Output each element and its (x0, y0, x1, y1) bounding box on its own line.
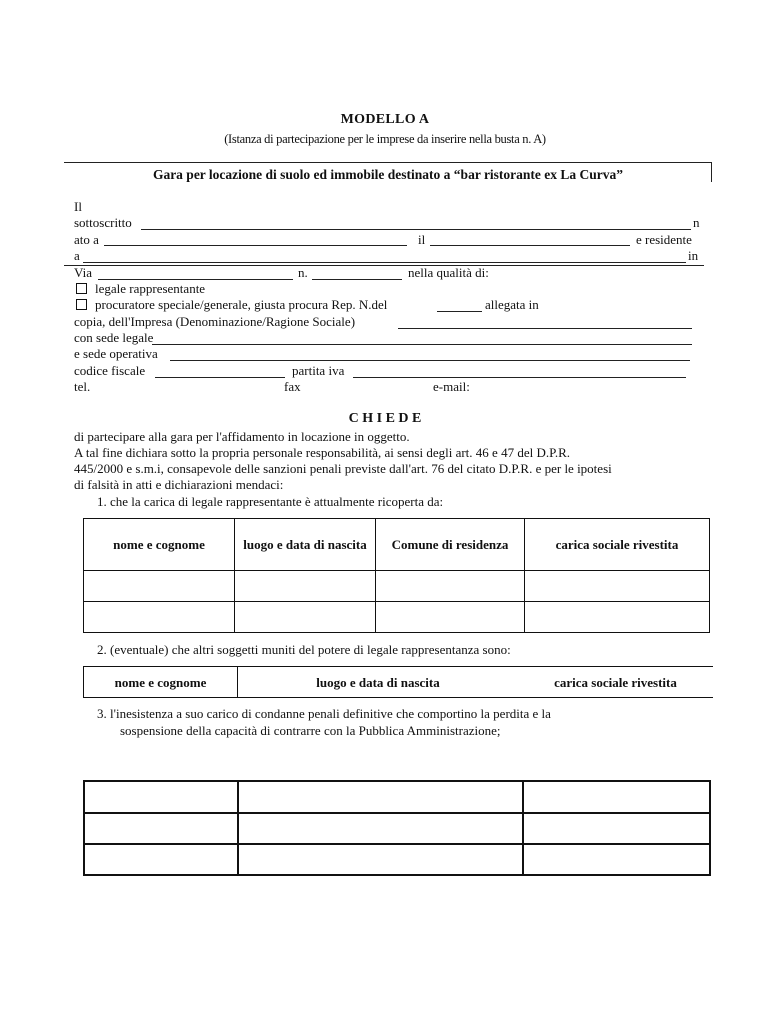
procura-data-field[interactable] (437, 311, 482, 312)
data-nascita-field[interactable] (430, 245, 630, 246)
label-n-civico: n. (298, 265, 308, 280)
residenza-field[interactable] (83, 262, 686, 263)
table-empty (83, 780, 711, 876)
table-cell[interactable] (525, 602, 710, 633)
table-cell[interactable] (523, 844, 710, 875)
paragraph: 445/2000 e s.m.i, consapevole delle sanzioni penali previste dall'art. 76 del citato D.P.R. e per le ipotesi (74, 461, 612, 476)
list-item-2: 2. (eventuale) che altri soggetti muniti del potere di legale rappresentanza sono: (97, 642, 511, 657)
label-in: in (688, 248, 699, 263)
label-il: Il (74, 199, 82, 214)
table-row (84, 844, 710, 875)
label-sede-legale: con sede legale (74, 330, 154, 345)
table-cell[interactable] (523, 781, 710, 813)
label-ato-a: ato a (74, 232, 99, 247)
label-fax: fax (284, 379, 301, 394)
table-cell[interactable] (84, 602, 235, 633)
label-allegata: allegata in (485, 297, 539, 312)
table-cell[interactable] (376, 571, 525, 602)
table-row (84, 813, 710, 844)
chiede-heading: C H I E D E (348, 411, 422, 426)
gara-title: Gara per locazione di suolo ed immobile destinato a “bar ristorante ex La Curva” (152, 167, 624, 182)
divider (64, 162, 712, 163)
divider (64, 265, 704, 266)
partita-iva-field[interactable] (353, 377, 686, 378)
table-cell[interactable] (235, 602, 376, 633)
header-nome-cognome: nome e cognome (84, 519, 235, 571)
header-comune: Comune di residenza (376, 519, 525, 571)
sottoscritto-field[interactable] (141, 229, 691, 230)
option-label: procuratore speciale/generale, giusta procura Rep. N.del (95, 297, 388, 312)
codice-fiscale-field[interactable] (155, 377, 285, 378)
table-cell[interactable] (84, 571, 235, 602)
checkbox-icon[interactable] (76, 283, 87, 294)
sede-operativa-field[interactable] (170, 360, 690, 361)
table-row (84, 602, 710, 633)
page-subtitle: (Istanza di partecipazione per le imprese da inserire nella busta n. A) (224, 132, 546, 146)
label-codice-fiscale: codice fiscale (74, 363, 146, 378)
label-copia: copia, dell'Impresa (Denominazione/Ragione Sociale) (74, 314, 356, 329)
label-il-data: il (418, 232, 426, 247)
page-title: MODELLO A (340, 112, 430, 127)
table-cell[interactable] (238, 813, 523, 844)
table-cell[interactable] (525, 571, 710, 602)
header-carica: carica sociale rivestita (518, 667, 713, 698)
via-field[interactable] (98, 279, 293, 280)
label-via: Via (74, 265, 92, 280)
label-partita-iva: partita iva (292, 363, 345, 378)
label-tel: tel. (74, 379, 91, 394)
header-carica: carica sociale rivestita (525, 519, 710, 571)
label-nella-qualita: nella qualità di: (408, 265, 489, 280)
table-cell[interactable] (238, 781, 523, 813)
table-altri-soggetti (83, 666, 713, 698)
label-a: a (74, 248, 80, 263)
paragraph: di partecipare alla gara per l'affidamento in locazione in oggetto. (74, 429, 410, 444)
list-item-1: 1. che la carica di legale rappresentante è attualmente ricoperta da: (97, 494, 444, 509)
list-item-3: 3. l'inesistenza a suo carico di condanne penali definitive che comportino la perdita e la (97, 706, 551, 721)
header-luogo-data: luogo e data di nascita (238, 667, 519, 698)
ragione-sociale-field[interactable] (398, 328, 692, 329)
label-sottoscritto: sottoscritto (74, 215, 132, 230)
table-row (84, 781, 710, 813)
luogo-nascita-field[interactable] (104, 245, 407, 246)
option-label: legale rappresentante (95, 281, 206, 296)
sede-legale-field[interactable] (152, 344, 692, 345)
civico-field[interactable] (312, 279, 402, 280)
paragraph: di falsità in atti e dichiarazioni mendaci: (74, 477, 284, 492)
table-cell[interactable] (523, 813, 710, 844)
table-cell[interactable] (238, 844, 523, 875)
option-procuratore[interactable] (76, 297, 387, 313)
table-legali-rappresentanti (83, 518, 710, 633)
table-row (84, 571, 710, 602)
table-header-row (84, 667, 714, 698)
table-cell[interactable] (84, 781, 238, 813)
checkbox-icon[interactable] (76, 299, 87, 310)
label-email: e-mail: (433, 379, 470, 394)
header-luogo-data: luogo e data di nascita (235, 519, 376, 571)
header-nome-cognome: nome e cognome (84, 667, 238, 698)
table-cell[interactable] (376, 602, 525, 633)
table-cell[interactable] (84, 844, 238, 875)
option-legale-rappresentante[interactable] (76, 281, 205, 297)
table-header-row (84, 519, 710, 571)
list-item-3-continued: sospensione della capacità di contrarre con la Pubblica Amministrazione; (120, 723, 501, 738)
label-n: n (693, 215, 700, 230)
paragraph: A tal fine dichiara sotto la propria personale responsabilità, ai sensi degli art. 46 e 47 del D.P.R. (74, 445, 571, 460)
label-e-residente: e residente (636, 232, 692, 247)
table-cell[interactable] (235, 571, 376, 602)
table-cell[interactable] (84, 813, 238, 844)
label-sede-operativa: e sede operativa (74, 346, 158, 361)
